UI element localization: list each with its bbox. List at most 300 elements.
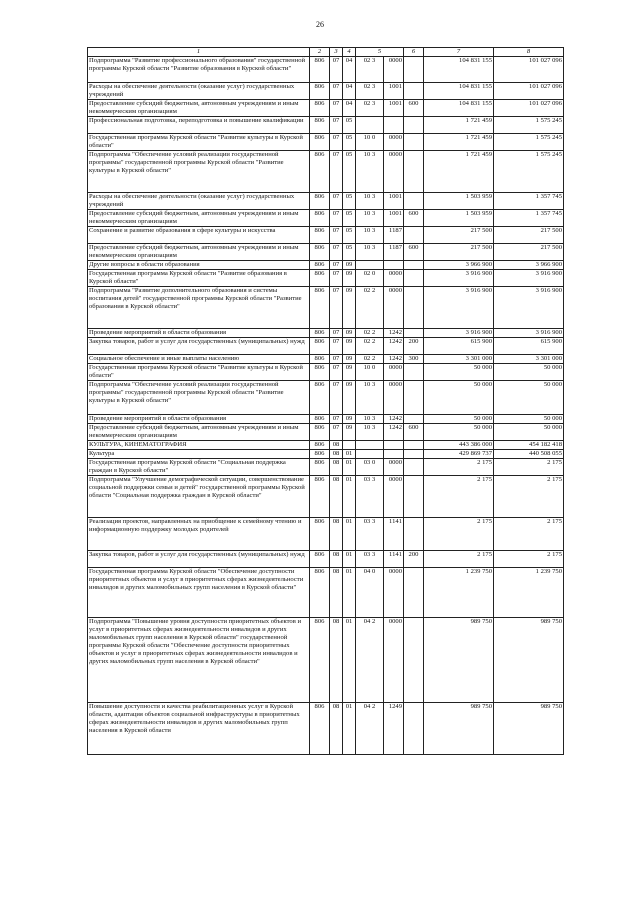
row-code-subsection: 09 [343, 415, 356, 424]
row-code-section: 07 [330, 329, 343, 338]
row-code-subsection: 05 [343, 151, 356, 193]
row-name: Предоставление субсидий бюджетным, автономным учреждениям и иным некоммерческим организациям [88, 424, 310, 441]
row-amount-year2: 3 966 900 [494, 261, 564, 270]
row-code-chapter: 806 [310, 618, 330, 703]
row-amount-year2: 2 175 [494, 476, 564, 518]
table-row [88, 287, 564, 329]
row-code-section: 08 [330, 703, 343, 755]
row-code-expense-type [404, 568, 424, 618]
row-code-section: 08 [330, 441, 343, 450]
row-amount-year1: 2 175 [424, 518, 494, 551]
table-row [88, 151, 564, 193]
row-code-direction: 1001 [384, 193, 404, 210]
row-amount-year2: 50 000 [494, 364, 564, 381]
row-name: Профессиональная подготовка, переподготовка и повышение квалификации [88, 117, 310, 134]
row-code-expense-type [404, 83, 424, 100]
table-row [88, 270, 564, 287]
row-amount-year1: 989 750 [424, 703, 494, 755]
row-code-subsection: 01 [343, 703, 356, 755]
row-amount-year2: 1 357 745 [494, 210, 564, 227]
row-code-program: 10 3 [356, 424, 384, 441]
row-code-program [356, 450, 384, 459]
row-code-subsection: 05 [343, 134, 356, 151]
row-code-expense-type [404, 227, 424, 244]
row-code-section: 07 [330, 83, 343, 100]
row-code-chapter: 806 [310, 100, 330, 117]
table-row [88, 568, 564, 618]
row-code-section: 07 [330, 134, 343, 151]
row-code-direction: 1242 [384, 338, 404, 355]
table-row [88, 476, 564, 518]
header-col-1: 1 [88, 48, 310, 57]
table-row [88, 618, 564, 703]
table-row [88, 551, 564, 568]
row-code-chapter: 806 [310, 424, 330, 441]
header-col-7: 7 [424, 48, 494, 57]
row-amount-year1: 50 000 [424, 364, 494, 381]
row-code-program: 04 2 [356, 618, 384, 703]
row-code-program: 04 2 [356, 703, 384, 755]
table-row [88, 100, 564, 117]
row-amount-year2: 50 000 [494, 424, 564, 441]
row-amount-year2: 50 000 [494, 415, 564, 424]
row-amount-year2: 3 916 900 [494, 270, 564, 287]
row-code-subsection: 09 [343, 287, 356, 329]
row-code-expense-type: 600 [404, 244, 424, 261]
row-code-section: 07 [330, 151, 343, 193]
row-code-subsection [343, 441, 356, 450]
row-code-direction: 1187 [384, 227, 404, 244]
row-code-program: 03 3 [356, 518, 384, 551]
row-amount-year2: 1 575 245 [494, 151, 564, 193]
row-amount-year1: 443 386 000 [424, 441, 494, 450]
row-amount-year1: 2 175 [424, 476, 494, 518]
row-code-section: 08 [330, 476, 343, 518]
table-row [88, 703, 564, 755]
row-code-section: 07 [330, 424, 343, 441]
row-code-direction: 1001 [384, 210, 404, 227]
row-name: Реализация проектов, направленных на приобщение к семейному чтению и информационную поддержку молодых родителей [88, 518, 310, 551]
row-name: Подпрограмма "Повышение уровня доступности приоритетных объектов и услуг в приоритетных сферах жизнедеятельности инвалидов и других маломобильных групп населения в Курской области" государственной программы Курской области "Обеспечение доступности приоритетных объектов и услуг в приоритетных сферах жизнедеятельности инвалидов и других маломобильных групп населения в Курской области" [88, 618, 310, 703]
row-name: Государственная программа Курской области "Развитие образования в Курской области" [88, 270, 310, 287]
row-amount-year1: 217 500 [424, 227, 494, 244]
header-col-4: 4 [343, 48, 356, 57]
row-code-section: 07 [330, 117, 343, 134]
row-amount-year1: 429 869 737 [424, 450, 494, 459]
row-name: Подпрограмма "Улучшение демографической ситуации, совершенствование социальной поддержки семьи и детей" государственной программы Курской области "Социальная поддержка граждан в Курской области" [88, 476, 310, 518]
table-row [88, 424, 564, 441]
row-code-direction: 0000 [384, 57, 404, 83]
row-code-chapter: 806 [310, 381, 330, 415]
row-code-section: 07 [330, 227, 343, 244]
row-name: Проведение мероприятий в области образования [88, 415, 310, 424]
row-amount-year1: 50 000 [424, 424, 494, 441]
row-code-program: 02 2 [356, 338, 384, 355]
row-code-subsection: 05 [343, 117, 356, 134]
row-code-subsection: 01 [343, 518, 356, 551]
row-amount-year1: 1 503 959 [424, 210, 494, 227]
row-name: Социальное обеспечение и иные выплаты населению [88, 355, 310, 364]
header-col-8: 8 [494, 48, 564, 57]
row-code-chapter: 806 [310, 261, 330, 270]
row-name: Культура [88, 450, 310, 459]
row-code-expense-type [404, 287, 424, 329]
row-code-subsection: 05 [343, 193, 356, 210]
row-code-expense-type [404, 381, 424, 415]
row-code-section: 07 [330, 100, 343, 117]
row-code-expense-type [404, 703, 424, 755]
row-code-section: 07 [330, 355, 343, 364]
row-code-direction: 1242 [384, 424, 404, 441]
row-amount-year1: 615 900 [424, 338, 494, 355]
table-row [88, 83, 564, 100]
row-code-program: 02 2 [356, 329, 384, 338]
budget-table [87, 47, 564, 755]
table-row [88, 441, 564, 450]
row-code-expense-type [404, 57, 424, 83]
row-code-direction: 0000 [384, 287, 404, 329]
table-row [88, 459, 564, 476]
row-amount-year1: 50 000 [424, 415, 494, 424]
row-code-subsection: 01 [343, 568, 356, 618]
row-code-chapter: 806 [310, 210, 330, 227]
row-code-direction: 1187 [384, 244, 404, 261]
row-amount-year1: 3 301 000 [424, 355, 494, 364]
table-row [88, 210, 564, 227]
row-name: Подпрограмма "Обеспечение условий реализации государственной программы" государственной программы Курской области "Развитие культуры в Курской области" [88, 381, 310, 415]
row-code-chapter: 806 [310, 703, 330, 755]
row-code-section: 08 [330, 459, 343, 476]
row-name: Другие вопросы в области образования [88, 261, 310, 270]
table-row [88, 261, 564, 270]
table-row [88, 57, 564, 83]
row-name: Государственная программа Курской области "Развитие культуры в Курской области" [88, 364, 310, 381]
row-code-subsection: 01 [343, 476, 356, 518]
row-code-chapter: 806 [310, 364, 330, 381]
row-code-expense-type [404, 415, 424, 424]
row-amount-year1: 2 175 [424, 459, 494, 476]
row-code-subsection: 05 [343, 210, 356, 227]
row-code-direction: 0000 [384, 459, 404, 476]
row-code-section: 07 [330, 193, 343, 210]
row-amount-year1: 3 916 900 [424, 329, 494, 338]
row-code-direction: 0000 [384, 134, 404, 151]
row-amount-year2: 1 239 750 [494, 568, 564, 618]
row-name: Закупка товаров, работ и услуг для государственных (муниципальных) нужд [88, 338, 310, 355]
row-code-chapter: 806 [310, 287, 330, 329]
row-name: КУЛЬТУРА, КИНЕМАТОГРАФИЯ [88, 441, 310, 450]
row-amount-year2: 2 175 [494, 518, 564, 551]
row-amount-year1: 1 721 459 [424, 151, 494, 193]
row-amount-year2: 1 575 245 [494, 117, 564, 134]
row-amount-year2: 50 000 [494, 381, 564, 415]
row-code-chapter: 806 [310, 244, 330, 261]
row-code-expense-type [404, 450, 424, 459]
row-code-section: 08 [330, 568, 343, 618]
row-name: Государственная программа Курской области "Развитие культуры в Курской области" [88, 134, 310, 151]
row-code-expense-type: 600 [404, 210, 424, 227]
row-code-expense-type: 200 [404, 338, 424, 355]
row-code-subsection: 09 [343, 355, 356, 364]
row-amount-year1: 3 966 900 [424, 261, 494, 270]
row-code-subsection: 01 [343, 450, 356, 459]
row-name: Государственная программа Курской области "Социальная поддержка граждан в Курской области" [88, 459, 310, 476]
header-row [88, 48, 564, 57]
row-code-expense-type [404, 117, 424, 134]
row-code-direction: 0000 [384, 381, 404, 415]
row-code-chapter: 806 [310, 329, 330, 338]
row-code-subsection: 04 [343, 57, 356, 83]
row-code-chapter: 806 [310, 83, 330, 100]
row-code-chapter: 806 [310, 551, 330, 568]
row-code-subsection: 09 [343, 338, 356, 355]
row-code-direction [384, 117, 404, 134]
row-amount-year1: 104 831 155 [424, 100, 494, 117]
row-code-direction [384, 450, 404, 459]
row-code-subsection: 09 [343, 364, 356, 381]
row-code-subsection: 05 [343, 244, 356, 261]
row-amount-year2: 440 508 055 [494, 450, 564, 459]
row-code-section: 08 [330, 518, 343, 551]
row-code-chapter: 806 [310, 134, 330, 151]
row-amount-year1: 3 916 900 [424, 270, 494, 287]
row-code-program: 03 3 [356, 551, 384, 568]
row-code-program [356, 117, 384, 134]
row-code-program [356, 261, 384, 270]
header-col-6: 6 [404, 48, 424, 57]
row-name: Проведение мероприятий в области образования [88, 329, 310, 338]
row-code-expense-type [404, 518, 424, 551]
table-row [88, 355, 564, 364]
row-name: Подпрограмма "Обеспечение условий реализации государственной программы" государственной программы Курской области "Развитие культуры в Курской области" [88, 151, 310, 193]
row-code-chapter: 806 [310, 270, 330, 287]
table-row [88, 134, 564, 151]
row-amount-year2: 615 900 [494, 338, 564, 355]
row-amount-year1: 989 750 [424, 618, 494, 703]
row-code-chapter: 806 [310, 415, 330, 424]
table-row [88, 415, 564, 424]
row-code-subsection: 09 [343, 261, 356, 270]
row-code-chapter: 806 [310, 441, 330, 450]
row-code-direction: 1001 [384, 83, 404, 100]
row-amount-year2: 101 027 096 [494, 83, 564, 100]
row-code-section: 07 [330, 261, 343, 270]
table-row [88, 227, 564, 244]
row-code-subsection: 01 [343, 459, 356, 476]
row-code-direction: 1242 [384, 355, 404, 364]
row-code-section: 08 [330, 618, 343, 703]
row-amount-year1: 1 239 750 [424, 568, 494, 618]
row-amount-year1: 104 831 155 [424, 57, 494, 83]
row-name: Расходы на обеспечение деятельности (оказание услуг) государственных учреждений [88, 83, 310, 100]
row-code-section: 08 [330, 551, 343, 568]
row-amount-year2: 454 182 418 [494, 441, 564, 450]
table-row [88, 364, 564, 381]
row-amount-year1: 104 831 155 [424, 83, 494, 100]
row-code-direction: 0000 [384, 568, 404, 618]
row-amount-year1: 50 000 [424, 381, 494, 415]
row-code-program: 03 3 [356, 476, 384, 518]
row-code-section: 07 [330, 287, 343, 329]
row-name: Подпрограмма "Развитие дополнительного образования и системы воспитания детей" государственной программы Курской области "Развитие образования в Курской области" [88, 287, 310, 329]
row-code-expense-type [404, 261, 424, 270]
row-code-subsection: 09 [343, 329, 356, 338]
row-code-program: 02 3 [356, 83, 384, 100]
row-code-program [356, 441, 384, 450]
row-code-expense-type [404, 459, 424, 476]
row-code-program: 10 3 [356, 415, 384, 424]
row-name: Повышение доступности и качества реабилитационных услуг в Курской области, адаптация объектов социальной инфраструктуры в приоритетных сферах жизнедеятельности инвалидов и других маломобильных групп населения в Курской области [88, 703, 310, 755]
row-name: Государственная программа Курской области "Обеспечение доступности приоритетных объектов и услуг в приоритетных сферах жизнедеятельности инвалидов и других маломобильных групп населения в Курской области" [88, 568, 310, 618]
row-amount-year2: 989 750 [494, 618, 564, 703]
row-amount-year1: 1 503 959 [424, 193, 494, 210]
row-name: Подпрограмма "Развитие профессионального образования" государственной программы Курской области "Развитие образования в Курской области" [88, 57, 310, 83]
row-code-expense-type: 600 [404, 424, 424, 441]
row-code-expense-type [404, 134, 424, 151]
row-code-section: 07 [330, 364, 343, 381]
row-code-section: 07 [330, 415, 343, 424]
row-code-chapter: 806 [310, 450, 330, 459]
row-code-direction [384, 441, 404, 450]
row-code-expense-type [404, 151, 424, 193]
row-code-chapter: 806 [310, 568, 330, 618]
row-code-expense-type [404, 270, 424, 287]
row-code-expense-type [404, 364, 424, 381]
row-code-section: 07 [330, 381, 343, 415]
row-name: Сохранение и развитие образования в сфере культуры и искусства [88, 227, 310, 244]
row-code-direction: 1249 [384, 703, 404, 755]
row-code-program: 02 3 [356, 100, 384, 117]
row-code-section: 07 [330, 244, 343, 261]
row-code-expense-type [404, 476, 424, 518]
row-amount-year1: 1 721 459 [424, 134, 494, 151]
row-code-subsection: 04 [343, 83, 356, 100]
row-amount-year2: 217 500 [494, 227, 564, 244]
row-amount-year1: 2 175 [424, 551, 494, 568]
row-amount-year2: 3 916 900 [494, 329, 564, 338]
row-code-chapter: 806 [310, 476, 330, 518]
row-amount-year2: 1 575 245 [494, 134, 564, 151]
row-code-chapter: 806 [310, 338, 330, 355]
row-code-chapter: 806 [310, 227, 330, 244]
row-code-subsection: 09 [343, 381, 356, 415]
row-amount-year2: 3 301 000 [494, 355, 564, 364]
row-code-expense-type [404, 618, 424, 703]
table-row [88, 117, 564, 134]
row-amount-year2: 101 027 096 [494, 100, 564, 117]
row-name: Предоставление субсидий бюджетным, автономным учреждениям и иным некоммерческим организациям [88, 210, 310, 227]
row-code-program: 04 0 [356, 568, 384, 618]
row-name: Закупка товаров, работ и услуг для государственных (муниципальных) нужд [88, 551, 310, 568]
row-amount-year1: 1 721 459 [424, 117, 494, 134]
row-code-direction: 1001 [384, 100, 404, 117]
row-code-program: 02 0 [356, 270, 384, 287]
row-amount-year2: 217 500 [494, 244, 564, 261]
row-code-expense-type: 600 [404, 100, 424, 117]
row-code-program: 10 3 [356, 193, 384, 210]
row-code-direction: 0000 [384, 618, 404, 703]
row-code-program: 02 2 [356, 355, 384, 364]
row-code-expense-type: 200 [404, 551, 424, 568]
header-col-3: 3 [330, 48, 343, 57]
table-row [88, 338, 564, 355]
row-code-chapter: 806 [310, 193, 330, 210]
row-code-direction: 0000 [384, 476, 404, 518]
row-code-expense-type [404, 329, 424, 338]
row-name: Предоставление субсидий бюджетным, автономным учреждениям и иным некоммерческим организациям [88, 244, 310, 261]
table-row [88, 381, 564, 415]
row-code-direction: 0000 [384, 151, 404, 193]
row-amount-year1: 217 500 [424, 244, 494, 261]
row-code-chapter: 806 [310, 57, 330, 83]
row-amount-year2: 989 750 [494, 703, 564, 755]
table-row [88, 193, 564, 210]
row-code-chapter: 806 [310, 151, 330, 193]
row-code-program: 10 3 [356, 381, 384, 415]
row-amount-year2: 2 175 [494, 459, 564, 476]
row-code-direction: 0000 [384, 364, 404, 381]
row-code-program: 02 3 [356, 57, 384, 83]
row-code-direction: 1242 [384, 329, 404, 338]
row-code-chapter: 806 [310, 355, 330, 364]
row-code-chapter: 806 [310, 117, 330, 134]
row-code-subsection: 09 [343, 270, 356, 287]
row-amount-year2: 101 027 096 [494, 57, 564, 83]
row-code-expense-type [404, 193, 424, 210]
row-amount-year2: 1 357 745 [494, 193, 564, 210]
row-amount-year1: 3 916 900 [424, 287, 494, 329]
row-code-subsection: 01 [343, 551, 356, 568]
row-code-chapter: 806 [310, 459, 330, 476]
row-code-program: 10 3 [356, 210, 384, 227]
row-code-direction: 1141 [384, 551, 404, 568]
row-code-direction: 1141 [384, 518, 404, 551]
table-body [88, 57, 564, 755]
row-code-subsection: 01 [343, 618, 356, 703]
row-code-program: 10 3 [356, 227, 384, 244]
header-col-5: 5 [356, 48, 404, 57]
table-row [88, 518, 564, 551]
row-code-direction: 1242 [384, 415, 404, 424]
row-code-program: 03 0 [356, 459, 384, 476]
table-row [88, 329, 564, 338]
page-number: 26 [316, 20, 324, 29]
row-code-expense-type [404, 441, 424, 450]
row-code-direction: 0000 [384, 270, 404, 287]
table-row [88, 244, 564, 261]
header-col-2: 2 [310, 48, 330, 57]
row-name: Расходы на обеспечение деятельности (оказание услуг) государственных учреждений [88, 193, 310, 210]
row-code-program: 02 2 [356, 287, 384, 329]
row-amount-year2: 3 916 900 [494, 287, 564, 329]
row-code-direction [384, 261, 404, 270]
row-name: Предоставление субсидий бюджетным, автономным учреждениям и иным некоммерческим организациям [88, 100, 310, 117]
table-row [88, 450, 564, 459]
row-code-program: 10 0 [356, 364, 384, 381]
row-code-section: 07 [330, 338, 343, 355]
row-code-subsection: 09 [343, 424, 356, 441]
row-code-section: 07 [330, 210, 343, 227]
row-code-program: 10 3 [356, 151, 384, 193]
row-code-chapter: 806 [310, 518, 330, 551]
row-code-program: 10 0 [356, 134, 384, 151]
row-code-subsection: 05 [343, 227, 356, 244]
row-amount-year2: 2 175 [494, 551, 564, 568]
row-code-program: 10 3 [356, 244, 384, 261]
row-code-section: 07 [330, 57, 343, 83]
row-code-section: 07 [330, 270, 343, 287]
row-code-expense-type: 300 [404, 355, 424, 364]
